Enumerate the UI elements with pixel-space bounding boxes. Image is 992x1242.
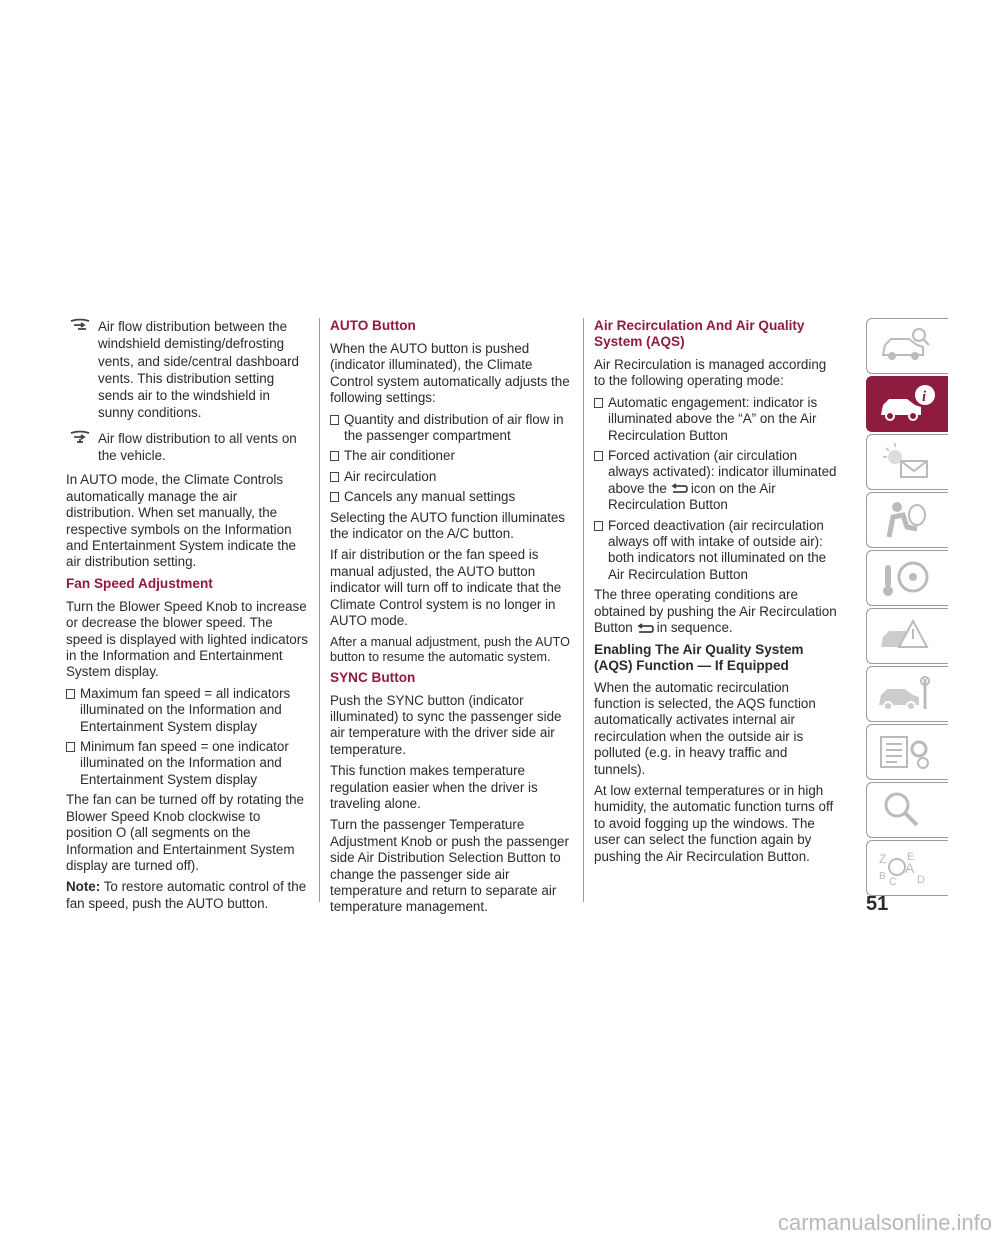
tab-safety[interactable] xyxy=(866,492,948,548)
list-item xyxy=(330,489,572,505)
column-divider xyxy=(319,318,320,902)
list-item xyxy=(594,448,838,514)
checkbox-bullet-icon xyxy=(66,689,75,699)
list-item-text: Forced deactivation (air recirculation always off with intake of outside air): both indicators not illuminated on the Air Recirculation Button xyxy=(608,517,827,582)
svg-text:Z: Z xyxy=(879,852,887,866)
page-number: 51 xyxy=(866,893,889,915)
fan-speed-heading: Fan Speed Adjustment xyxy=(66,575,213,591)
regulation-paragraph: This function makes temperature regulation easier when the driver is traveling alone. xyxy=(330,763,538,811)
list-item-text: Minimum fan speed = one indicator illuminated on the Information and Entertainment System display xyxy=(80,739,289,787)
list-item xyxy=(594,518,838,584)
svg-text:A: A xyxy=(905,860,915,876)
recirculation-icon xyxy=(670,484,688,494)
resume-auto-paragraph: After a manual adjustment, push the AUTO button to resume the automatic system. xyxy=(330,634,570,664)
alphabet-index-icon xyxy=(877,847,937,889)
auto-button-heading: AUTO Button xyxy=(330,318,416,333)
tab-vehicle-info[interactable] xyxy=(866,376,948,432)
column-2 xyxy=(330,318,572,921)
steering-key-icon xyxy=(877,557,937,599)
auto-button-paragraph: When the AUTO button is pushed (indicator illuminated), the Climate Control system automatically adjusts the following settings: xyxy=(330,341,570,406)
search-icon xyxy=(877,789,937,831)
car-wrench-icon xyxy=(877,673,937,715)
checkbox-bullet-icon xyxy=(594,398,603,408)
svg-text:B: B xyxy=(879,871,886,882)
list-item xyxy=(330,448,572,464)
list-item xyxy=(66,686,308,735)
auto-select-paragraph: Selecting the AUTO function illuminates the indicator on the A/C button. xyxy=(330,509,565,542)
list-item-text: Air recirculation xyxy=(344,468,437,484)
fan-speed-paragraph: Turn the Blower Speed Knob to increase or decrease the blower speed. The speed is displayed with lighted indicators in the Information and Entertainment System display. xyxy=(66,598,308,680)
svg-text:D: D xyxy=(917,874,925,886)
tab-index[interactable] xyxy=(866,840,948,896)
car-magnifier-icon xyxy=(877,325,937,367)
svg-text:i: i xyxy=(922,389,927,405)
list-item-text: The air conditioner xyxy=(344,448,455,464)
air-distribution-item-all-vents xyxy=(66,430,308,465)
column-1 xyxy=(66,318,308,917)
recirculation-paragraph: Air Recirculation is managed according to the following operating mode: xyxy=(594,357,827,389)
aqs-paragraph: When the automatic recirculation function is selected, the AQS function automatically activates internal air recirculation when the outside air is polluted (e.g. in heavy traffic and tunnels). xyxy=(594,679,816,777)
paragraph-text: The three operating conditions are obtained by pushing the Air Recirculation Button xyxy=(594,587,837,636)
recirculation-heading: Air Recirculation And Air Quality System (AQS) xyxy=(594,318,805,349)
auto-mode-paragraph: In AUTO mode, the Climate Controls automatically manage the air distribution. When set manually, the respective symbols on the Information and Entertainment System indicate the air distribution setting. xyxy=(66,472,297,570)
seat-airbag-icon xyxy=(877,499,937,541)
paragraph-text: in sequence. xyxy=(656,620,733,636)
tab-servicing[interactable] xyxy=(866,666,948,722)
checkbox-bullet-icon xyxy=(594,521,603,531)
note xyxy=(66,879,308,912)
car-info-icon xyxy=(877,383,937,425)
checkbox-bullet-icon xyxy=(330,415,339,425)
three-conditions-paragraph xyxy=(594,587,838,636)
tab-getting-to-know[interactable] xyxy=(866,318,948,374)
checkbox-bullet-icon xyxy=(330,451,339,461)
list-item-text: icon on the Air Recirculation Button xyxy=(608,480,776,513)
tab-emergency[interactable] xyxy=(866,608,948,664)
checkbox-bullet-icon xyxy=(330,472,339,482)
list-item-text: Automatic engagement: indicator is illuminated above the “A” on the Air Recirculation Button xyxy=(608,394,818,443)
sync-button-heading: SYNC Button xyxy=(330,669,416,685)
list-item-text: Forced activation (air circulation always activated): indicator illuminated above the xyxy=(608,448,837,496)
note-label: Note: xyxy=(66,879,101,895)
low-temperature-paragraph: At low external temperatures or in high humidity, the automatic function turns off to avoid fogging up the windows. The user can select the function again by pushing the Air Recirculation Button. xyxy=(594,782,834,864)
list-item-text: Quantity and distribution of air flow in the passenger compartment xyxy=(344,411,564,444)
tab-starting-operating[interactable] xyxy=(866,550,948,606)
all-vents-airflow-icon xyxy=(70,431,90,443)
tab-technical-specs[interactable] xyxy=(866,724,948,780)
svg-text:E: E xyxy=(907,851,915,863)
warning-lights-icon xyxy=(877,441,937,483)
passenger-temperature-paragraph: Turn the passenger Temperature Adjustment Knob or push the passenger side Air Distribution Selection Button to change the passenger side air temperature and return to separate air temperature management. xyxy=(330,817,569,915)
column-3 xyxy=(594,318,838,870)
list-item-text: Maximum fan speed = all indicators illuminated on the Information and Entertainment System display xyxy=(80,685,291,734)
tab-dashboard[interactable] xyxy=(866,434,948,490)
checkbox-bullet-icon xyxy=(66,742,75,752)
windshield-dashboard-airflow-icon xyxy=(70,319,90,331)
list-item xyxy=(330,469,572,485)
svg-text:C: C xyxy=(889,876,897,888)
tab-multimedia[interactable] xyxy=(866,782,948,838)
checkbox-bullet-icon xyxy=(594,451,603,461)
checkbox-bullet-icon xyxy=(330,492,339,502)
air-distribution-item-windshield xyxy=(66,318,308,422)
icon-item-text: Air flow distribution to all vents on the vehicle. xyxy=(98,430,297,464)
spec-gear-icon xyxy=(877,731,937,773)
car-hazard-icon xyxy=(877,615,937,657)
note-text: To restore automatic control of the fan speed, push the AUTO button. xyxy=(66,879,307,911)
icon-item-text: Air flow distribution between the windshield demisting/defrosting vents, and side/central dashboard vents. This distribution setting sends air to the windshield in sunny conditions. xyxy=(98,319,299,421)
column-divider xyxy=(583,318,584,902)
aqs-heading: Enabling The Air Quality System (AQS) Function — If Equipped xyxy=(594,641,804,673)
fan-off-paragraph: The fan can be turned off by rotating the Blower Speed Knob clockwise to position O (all segments on the Information and Entertainment System display are turned off). xyxy=(66,792,304,873)
list-item-text: Cancels any manual settings xyxy=(344,489,516,505)
list-item xyxy=(594,395,838,444)
recirculation-icon xyxy=(636,624,654,634)
manual-adjust-paragraph: If air distribution or the fan speed is manual adjusted, the AUTO button indicator will turn off to indicate that the Climate Control system is no longer in AUTO mode. xyxy=(330,547,562,629)
sync-paragraph: Push the SYNC button (indicator illuminated) to sync the passenger side air temperature with the driver side air temperature. xyxy=(330,692,562,757)
list-item xyxy=(66,739,308,788)
list-item xyxy=(330,412,572,445)
footer-watermark: carmanualsonline.info xyxy=(778,1210,992,1235)
